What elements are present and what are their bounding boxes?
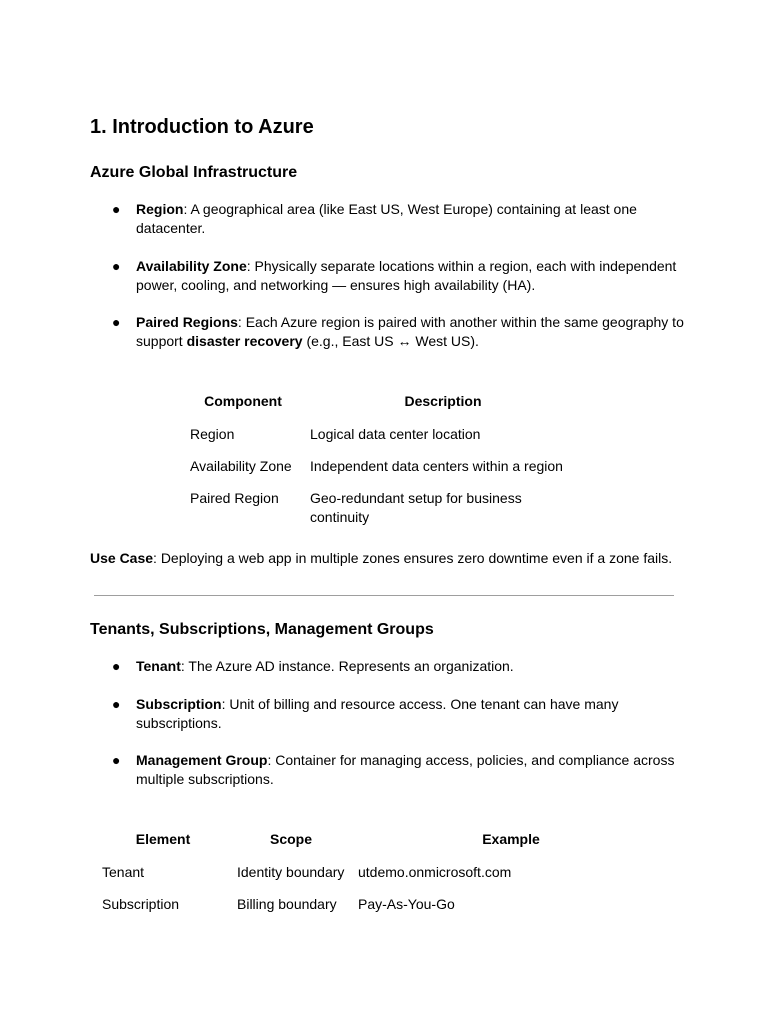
- bullet-management-group: [112, 751, 692, 789]
- bullet-text: : A geographical area (like East US, West Europe) containing at least one datacenter.: [136, 201, 637, 236]
- bullet-availability-zone: [112, 257, 692, 295]
- bullet-text: (e.g., East US ↔ West US).: [302, 333, 479, 349]
- table-cell: Region: [190, 426, 235, 442]
- bullet-term: Region: [136, 201, 184, 217]
- bullet-text: : Container for managing access, policies, and compliance across multiple subscriptions.: [136, 752, 675, 787]
- bullet-term: Management Group: [136, 752, 268, 768]
- bullet-tenant: [112, 657, 692, 676]
- use-case-paragraph: [90, 549, 690, 568]
- bullet-dot-icon: ●: [112, 658, 121, 674]
- bullet-text: : Physically separate locations within a region, each with independent power, cooling, and networking — ensures high availability (HA).: [136, 258, 677, 293]
- bullet-text: : Unit of billing and resource access. One tenant can have many subscriptions.: [136, 696, 619, 731]
- table-cell: Subscription: [102, 896, 180, 912]
- bullet-text: : The Azure AD instance. Represents an organization.: [180, 658, 514, 674]
- bullet-term: Subscription: [136, 696, 222, 712]
- bullet-term: Tenant: [136, 658, 181, 674]
- table-cell: Billing boundary: [237, 896, 337, 912]
- bullet-subscription: [112, 695, 692, 733]
- use-case-term: Use Case: [90, 550, 154, 566]
- table-cell: Independent data centers within a region: [310, 458, 563, 474]
- bullet-text: : Each Azure region is paired with another within the same geography to support: [136, 314, 684, 349]
- bullet-dot-icon: ●: [112, 314, 121, 330]
- table-cell: Paired Region: [190, 490, 279, 506]
- use-case-text: : Deploying a web app in multiple zones ensures zero downtime even if a zone fails.: [153, 550, 673, 566]
- table-cell: Geo-redundant setup for business continuity: [310, 490, 522, 525]
- bullet-region: [112, 200, 692, 238]
- horizontal-divider: [94, 595, 674, 596]
- bullet-dot-icon: ●: [112, 696, 121, 712]
- table-cell: Availability Zone: [190, 458, 292, 474]
- table-cell: Tenant: [102, 864, 145, 880]
- bullet-term: Availability Zone: [136, 258, 247, 274]
- bullet-paired-regions: [112, 313, 692, 351]
- table-header-element: Element: [135, 831, 191, 847]
- table-cell: Identity boundary: [237, 864, 345, 880]
- bullet-dot-icon: ●: [112, 752, 121, 768]
- table-header-scope: Scope: [269, 831, 312, 847]
- bullet-term: Paired Regions: [136, 314, 238, 330]
- table-cell: Logical data center location: [310, 426, 481, 442]
- section-heading-tenants: Tenants, Subscriptions, Management Groups: [90, 621, 434, 638]
- table-cell: Pay-As-You-Go: [358, 896, 455, 912]
- section-heading-infrastructure: Azure Global Infrastructure: [90, 164, 298, 181]
- table-header-example: Example: [482, 831, 540, 847]
- page-title: 1. Introduction to Azure: [90, 116, 314, 138]
- bullet-emphasis: disaster recovery: [186, 333, 303, 349]
- table-header-component: Component: [204, 393, 282, 409]
- bullet-dot-icon: ●: [112, 258, 121, 274]
- bullet-dot-icon: ●: [112, 201, 121, 217]
- table-header-description: Description: [404, 393, 482, 409]
- table-cell: utdemo.onmicrosoft.com: [358, 864, 512, 880]
